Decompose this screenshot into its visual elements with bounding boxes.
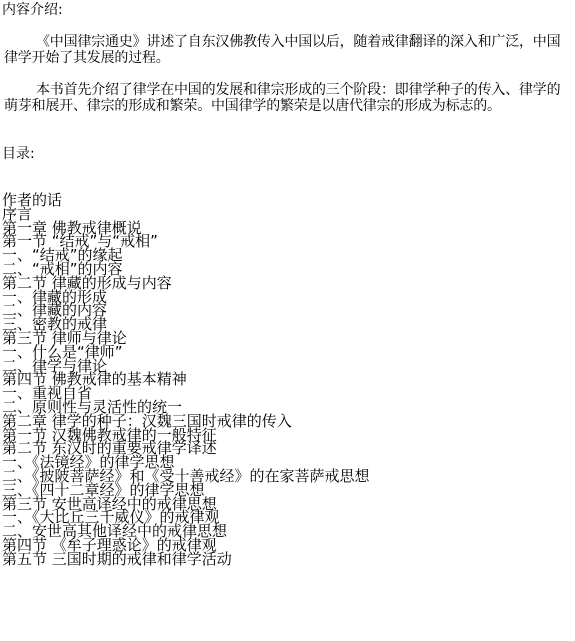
intro-heading: 内容介绍: <box>2 2 63 18</box>
table-of-contents <box>2 191 370 568</box>
toc-heading: 目录: <box>2 146 35 162</box>
toc-item: 一、《大比丘三千威仪》的戒律观 <box>2 508 220 527</box>
toc-item: 二、律学与律论 <box>2 356 108 375</box>
toc-item: 一、律藏的形成 <box>2 287 108 306</box>
toc-item: 一、重视自省 <box>2 384 93 403</box>
toc-item: 三、密教的戒律 <box>2 315 108 334</box>
toc-item: 第一节 汉魏佛教戒律的一般特征 <box>2 425 217 444</box>
intro-paragraph: 本书首先介绍了律学在中国的发展和律宗形成的三个阶段：即律学种子的传入、律学的萌芽和展开、律宗的形成和繁荣。中国律学的繁荣是以唐代律宗的形成为标志的。 <box>4 82 561 114</box>
toc-item: 序言 <box>2 204 33 223</box>
toc-item: 第三节 安世高译经中的戒律思想 <box>2 494 217 513</box>
toc-item: 第二章 律学的种子：汉魏三国时戒律的传入 <box>2 411 292 430</box>
toc-item: 第四节 《牟子理惑论》的戒律观 <box>2 535 217 554</box>
toc-item: 第二节 东汉时的重要戒律学译述 <box>2 439 217 458</box>
toc-item: 二、安世高其他译经中的戒律思想 <box>2 522 228 541</box>
toc-item: 三、《四十二章经》的律学思想 <box>2 480 205 499</box>
toc-item: 第三节 律师与律论 <box>2 328 127 347</box>
toc-item: 二、原则性与灵活性的统一 <box>2 397 183 416</box>
toc-item: 第五节 三国时期的戒律和律学活动 <box>2 549 232 568</box>
toc-item: 作者的话 <box>2 191 63 209</box>
toc-item: 一、“结戒”的缘起 <box>2 246 123 265</box>
toc-item: 第一章 佛教戒律概说 <box>2 218 142 237</box>
toc-item: 第一节 “结戒”与“戒相” <box>2 232 158 251</box>
toc-item: 一、《法镜经》的律学思想 <box>2 453 175 472</box>
toc-item: 第四节 佛教戒律的基本精神 <box>2 370 187 389</box>
toc-item: 二、律藏的内容 <box>2 301 108 320</box>
toc-item: 二、《披陂菩萨经》和《受十善戒经》的在家菩萨戒思想 <box>2 466 370 485</box>
toc-item: 第二节 律藏的形成与内容 <box>2 273 172 292</box>
toc-item: 一、什么是“律师” <box>2 342 123 361</box>
toc-item: 二、“戒相”的内容 <box>2 259 123 278</box>
intro-paragraph: 《中国律宗通史》讲述了自东汉佛教传入中国以后，随着戒律翻译的深入和广泛，中国律学开始了其发展的过程。 <box>4 34 561 66</box>
